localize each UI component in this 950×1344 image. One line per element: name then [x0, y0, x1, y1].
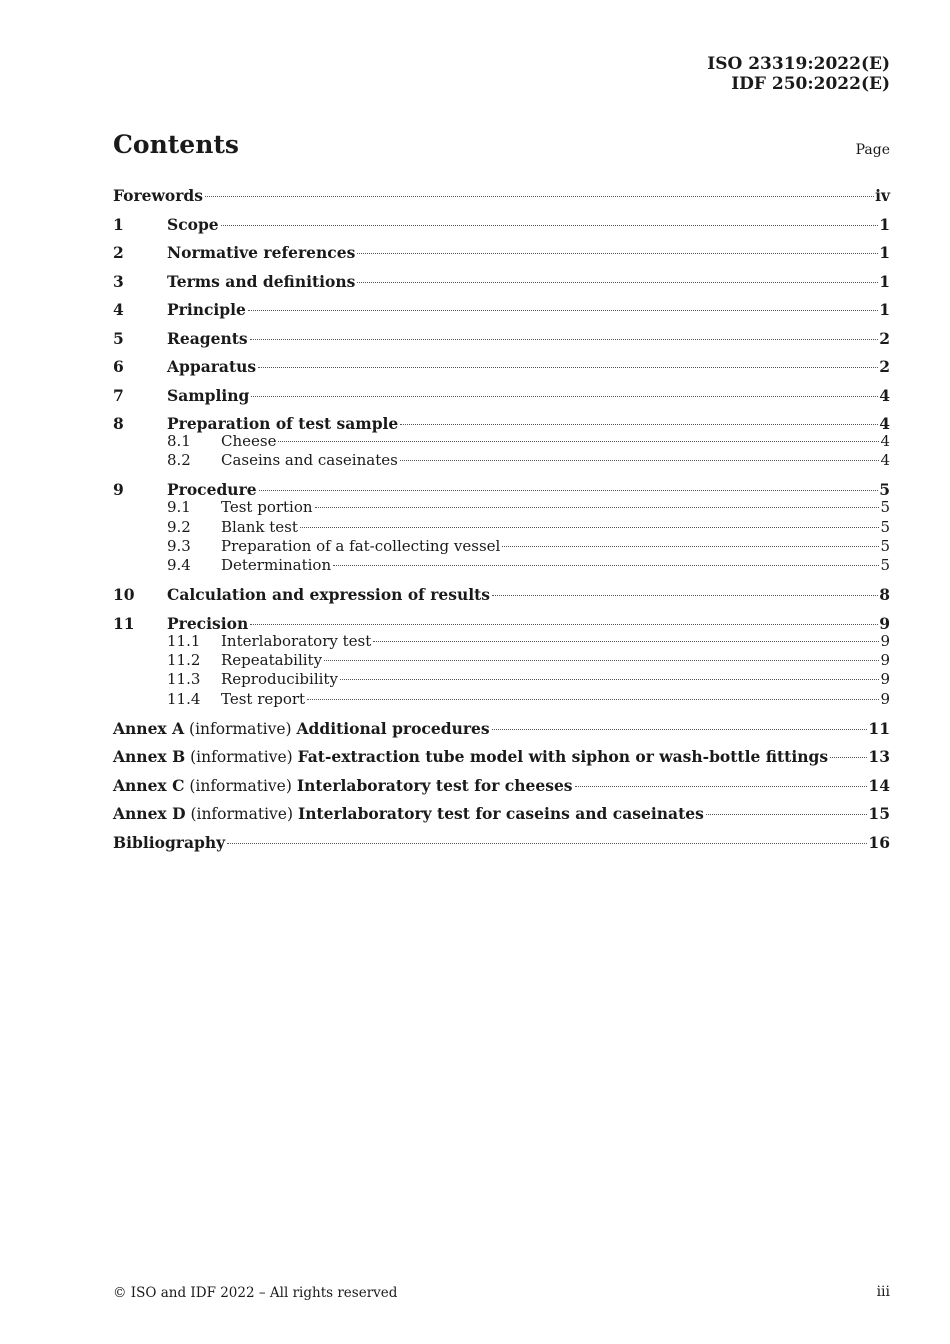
idf-number: IDF 250:2022(E)	[731, 74, 890, 94]
toc-entry-apparatus[interactable]: 6 Apparatus 2	[113, 357, 890, 376]
dot-leader	[357, 253, 878, 254]
table-of-contents	[113, 185, 890, 860]
dot-leader	[258, 367, 878, 368]
standard-identifier	[707, 54, 890, 94]
dot-leader	[502, 546, 879, 547]
dot-leader	[373, 641, 879, 642]
toc-entry-calculation[interactable]: 10 Calculation and expression of results 8	[113, 585, 890, 605]
toc-entry-terms-definitions[interactable]: 3 Terms and definitions 1	[113, 271, 890, 291]
page-number: iii	[876, 1284, 890, 1300]
toc-entry-preparation-test-sample[interactable]: 8 Preparation of test sample 4	[113, 414, 890, 433]
toc-subentry-cheese[interactable]: 8.1 Cheese 4	[167, 432, 890, 450]
toc-entry-reagents[interactable]: 5 Reagents 2	[113, 328, 890, 348]
dot-leader	[400, 424, 878, 425]
dot-leader	[324, 660, 879, 661]
contents-heading: Contents	[113, 130, 240, 159]
dot-leader	[333, 565, 879, 566]
toc-entry-sampling[interactable]: 7 Sampling 4	[113, 385, 890, 405]
toc-entry-procedure[interactable]: 9 Procedure 5	[113, 480, 890, 500]
toc-entry-foreword[interactable]: Forewords iv	[113, 186, 890, 205]
dot-leader	[250, 624, 878, 625]
dot-leader	[259, 490, 879, 491]
toc-subentry-reproducibility[interactable]: 11.3 Reproducibility 9	[167, 670, 890, 689]
dot-leader	[307, 699, 879, 700]
dot-leader	[278, 441, 879, 442]
dot-leader	[250, 339, 879, 340]
toc-entry-precision[interactable]: 11 Precision 9	[113, 613, 890, 633]
dot-leader	[251, 396, 878, 397]
dot-leader	[300, 527, 880, 528]
dot-leader	[400, 460, 880, 461]
page-column-label: Page	[855, 142, 890, 158]
toc-subentry-interlaboratory-test[interactable]: 11.1 Interlaboratory test 9	[167, 631, 890, 650]
dot-leader	[248, 310, 878, 311]
dot-leader	[357, 282, 878, 283]
dot-leader	[315, 507, 880, 508]
toc-entry-scope[interactable]: 1 Scope 1	[113, 214, 890, 234]
dot-leader	[227, 843, 867, 844]
toc-subentry-blank-test[interactable]: 9.2 Blank test 5	[167, 517, 890, 536]
iso-number: ISO 23319:2022(E)	[707, 54, 890, 74]
dot-leader	[492, 729, 868, 730]
toc-entry-bibliography[interactable]: Bibliography 16	[113, 832, 890, 852]
toc-entry-normative-references[interactable]: 2 Normative references 1	[113, 243, 890, 262]
toc-entry-annex-a[interactable]: Annex A (informative) Additional procedures 11	[113, 718, 890, 738]
toc-subentry-fat-collecting-vessel[interactable]: 9.3 Preparation of a fat-collecting vessel 5	[167, 536, 890, 555]
dot-leader	[706, 814, 868, 815]
dot-leader	[340, 679, 880, 680]
toc-entry-annex-c[interactable]: Annex C (informative) Interlaboratory test for cheeses 14	[113, 775, 890, 795]
dot-leader	[830, 757, 867, 758]
toc-entry-annex-b[interactable]: Annex B (informative) Fat-extraction tube model with siphon or wash-bottle fittings 13	[113, 747, 890, 767]
dot-leader	[575, 786, 868, 787]
toc-subentry-test-portion[interactable]: 9.1 Test portion 5	[167, 498, 890, 517]
toc-subentry-caseins[interactable]: 8.2 Caseins and caseinates 4	[167, 451, 890, 470]
dot-leader	[221, 225, 879, 226]
toc-subentry-test-report[interactable]: 11.4 Test report 9	[167, 689, 890, 708]
dot-leader	[492, 595, 878, 596]
toc-subentry-determination[interactable]: 9.4 Determination 5	[167, 556, 890, 575]
toc-subentry-repeatability[interactable]: 11.2 Repeatability 9	[167, 650, 890, 669]
toc-entry-annex-d[interactable]: Annex D (informative) Interlaboratory test for caseins and caseinates 15	[113, 804, 890, 824]
toc-entry-principle[interactable]: 4 Principle 1	[113, 300, 890, 319]
dot-leader	[205, 196, 874, 197]
copyright-notice: © ISO and IDF 2022 – All rights reserved	[113, 1285, 398, 1301]
